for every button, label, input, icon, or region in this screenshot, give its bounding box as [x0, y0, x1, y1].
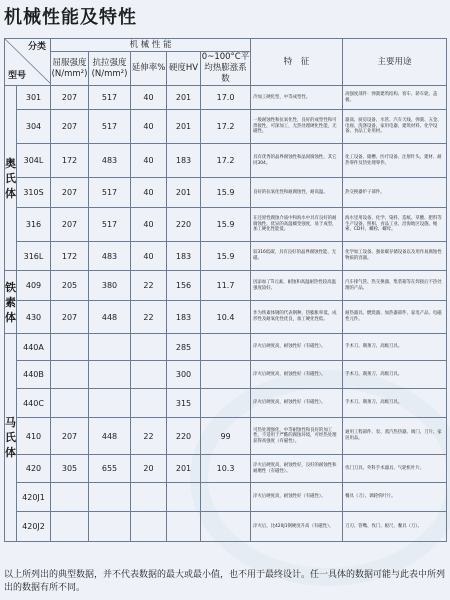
- grade-cell: 440B: [17, 361, 51, 389]
- yield-cell: 207: [51, 418, 89, 455]
- tensile-cell: 380: [89, 271, 131, 301]
- grade-cell: 316L: [17, 242, 51, 271]
- feature-cell: 良好的抗氧化性和耐腐蚀性，耐高温。: [251, 178, 343, 208]
- table-row: [5, 361, 447, 389]
- table-row: [5, 334, 447, 361]
- use-cell: 手术刀、剃须刀、高级刀具。: [343, 334, 447, 361]
- category-cell-austenitic: 奥氏体: [5, 86, 17, 271]
- use-cell: 手术刀、剃须刀、高级刀具。: [343, 361, 447, 389]
- grade-cell: 316: [17, 208, 51, 242]
- feature-cell: 冷加工硬化型，中等成型性。: [251, 86, 343, 110]
- tensile-cell: [89, 361, 131, 389]
- yield-cell: [51, 389, 89, 418]
- grade-cell: 304L: [17, 144, 51, 178]
- expansion-cell: 11.7: [201, 271, 251, 301]
- category-cell-ferritic: 铁素体: [5, 271, 17, 334]
- grade-cell: 301: [17, 86, 51, 110]
- expansion-cell: 17.2: [201, 144, 251, 178]
- use-cell: 通用工程部件、泵、蒸汽热热器、阀门、刀片、家居用品。: [343, 418, 447, 455]
- use-cell: 耐热器具、燃烧器、加热器部件、家电产品、电磁性元件。: [343, 301, 447, 334]
- yield-cell: 207: [51, 110, 89, 144]
- elongation-cell: [131, 483, 167, 512]
- expansion-cell: [201, 483, 251, 512]
- grade-cell: 310S: [17, 178, 51, 208]
- use-cell: 餐具（刀）、调轮机叶片。: [343, 483, 447, 512]
- use-cell: 器皿、厨房设备、水管、汽车天线、弹簧、五金、电视、洗涤设备、家用电器、建筑材料、化学设备、食品工业用材。: [343, 110, 447, 144]
- yield-cell: [51, 512, 89, 542]
- elongation-cell: 20: [131, 455, 167, 483]
- yield-cell: [51, 483, 89, 512]
- feature-cell: 在还原性腐蚀介质中和海水中具有良好的耐腐蚀性，优异的高温蠕变强度，易于成型，加工硬化性能低。: [251, 208, 343, 242]
- tensile-cell: [89, 334, 131, 361]
- table-row: [5, 483, 447, 512]
- expansion-cell: [201, 361, 251, 389]
- table-row: [5, 144, 447, 178]
- elongation-cell: 40: [131, 86, 167, 110]
- grade-cell: 410: [17, 418, 51, 455]
- yield-cell: 205: [51, 271, 89, 301]
- grade-cell: 440C: [17, 389, 51, 418]
- elongation-cell: 40: [131, 110, 167, 144]
- feature-cell: 可热处理强化，中等耐蚀性和良好的加工性，不适用于严酷的腐蚀环境，可经热处理获得高强度（有磁性）。: [251, 418, 343, 455]
- expansion-cell: 10.4: [201, 301, 251, 334]
- yield-cell: [51, 361, 89, 389]
- tensile-cell: 517: [89, 110, 131, 144]
- elongation-cell: 40: [131, 144, 167, 178]
- table-row: [5, 178, 447, 208]
- use-cell: 海水里用设备、化学、染料、造纸、草酸、肥料等生产设备、照相、食品工业、沿海地区设施、绳索、CD杆、螺栓、螺母。: [343, 208, 447, 242]
- expansion-cell: [201, 389, 251, 418]
- hardness-cell: 183: [167, 144, 201, 178]
- features-header: 特 征: [251, 39, 343, 86]
- grade-cell: 409: [17, 271, 51, 301]
- tensile-cell: [89, 389, 131, 418]
- yield-cell: 207: [51, 178, 89, 208]
- elongation-cell: [131, 512, 167, 542]
- feature-cell: 淬火后硬度高，耐蚀性好（有磁性）。: [251, 483, 343, 512]
- yield-cell: 207: [51, 301, 89, 334]
- table-row: [5, 271, 447, 301]
- elongation-cell: 22: [131, 271, 167, 301]
- use-cell: 高强度部件：弹簧建筑结构、客车、轿车轮、盖板。: [343, 86, 447, 110]
- feature-cell: 具有优秀的晶界腐蚀性和晶间腐蚀性，其它同304。: [251, 144, 343, 178]
- expansion-header: 0~100°C平均热膨涨系数: [201, 52, 250, 84]
- expansion-cell: 17.0: [201, 86, 251, 110]
- yield-cell: 207: [51, 208, 89, 242]
- hardness-cell: 201: [167, 86, 201, 110]
- feature-cell: 淬火后硬度高，耐蚀性好（有磁性）。: [251, 334, 343, 361]
- use-cell: 汽车排气管、热交换器、集装箱等在焊接后不热处理的产品。: [343, 271, 447, 301]
- mech-group-header: 机 械 性 能: [51, 39, 251, 52]
- grade-cell: 420J1: [17, 483, 51, 512]
- use-cell: 化学加工设备、强盐碳存储设备以及用作易腐蚀性物质的容器。: [343, 242, 447, 271]
- tensile-cell: 517: [89, 208, 131, 242]
- grade-cell: 430: [17, 301, 51, 334]
- yield-cell: 172: [51, 144, 89, 178]
- elongation-header: 延伸率%: [131, 52, 167, 86]
- corner-header: [5, 39, 51, 86]
- tensile-cell: [89, 483, 131, 512]
- expansion-cell: 15.9: [201, 178, 251, 208]
- table-row: [5, 512, 447, 542]
- feature-cell: 作为铁素体钢的代表钢种，热膨胀率低，成形性及耐氧化性优良，加工硬化性低。: [251, 301, 343, 334]
- table-row: [5, 208, 447, 242]
- table-row: [5, 242, 447, 271]
- expansion-cell: [201, 512, 251, 542]
- hardness-cell: 183: [167, 242, 201, 271]
- hardness-cell: [167, 512, 201, 542]
- page-title: 机械性能及特性: [4, 7, 137, 28]
- expansion-cell: [201, 334, 251, 361]
- elongation-cell: 40: [131, 242, 167, 271]
- tensile-cell: 483: [89, 144, 131, 178]
- yield-cell: 305: [51, 455, 89, 483]
- tensile-cell: 517: [89, 86, 131, 110]
- yield-header: 屈服强度(N/mm²): [51, 52, 89, 86]
- grade-cell: 304: [17, 110, 51, 144]
- hardness-cell: 201: [167, 178, 201, 208]
- use-cell: 手术刀、剃须刀、高级刀具。: [343, 389, 447, 418]
- tensile-cell: [89, 512, 131, 542]
- use-cell: 热交换器炉子部件。: [343, 178, 447, 208]
- elongation-cell: [131, 389, 167, 418]
- feature-cell: 较316低碳，具有良好的晶界腐蚀性能、无磁。: [251, 242, 343, 271]
- properties-table: [4, 38, 447, 542]
- category-cell-martensitic: 马氏体: [5, 334, 17, 542]
- elongation-cell: 40: [131, 178, 167, 208]
- table-row: [5, 455, 447, 483]
- elongation-cell: 22: [131, 301, 167, 334]
- hardness-cell: 201: [167, 455, 201, 483]
- yield-cell: 207: [51, 86, 89, 110]
- grade-cell: 440A: [17, 334, 51, 361]
- use-cell: 化工设备、储槽、医疗设备、注射针头、建材、耐热零件及热处理零件。: [343, 144, 447, 178]
- expansion-cell: 10.3: [201, 455, 251, 483]
- feature-cell: 一般耐蚀性和抗氧化性，良好的成型性和可焊接性，可深加工，无热处理硬化性能，无磁性。: [251, 110, 343, 144]
- elongation-cell: 40: [131, 208, 167, 242]
- hardness-cell: 201: [167, 110, 201, 144]
- grade-header: 型号: [8, 71, 27, 81]
- uses-header: 主要用途: [343, 39, 447, 86]
- use-cell: 伐门刀具、外科手术器具、气轮机叶片。: [343, 455, 447, 483]
- tensile-cell: 448: [89, 301, 131, 334]
- feature-cell: 淬火后硬度高，耐蚀性好，良好的耐蚀性和耐磨性（有磁性）。: [251, 455, 343, 483]
- hardness-cell: 183: [167, 301, 201, 334]
- feature-cell: 淬火后硬度高，耐蚀性好（有磁性）。: [251, 361, 343, 389]
- yield-cell: 172: [51, 242, 89, 271]
- elongation-cell: [131, 334, 167, 361]
- footnote: 以上所列出的典型数据，并不代表数据的最大或最小值，也不用于最终设计。任一具体的数据可能与此表中所列出的数据有所不同。: [4, 570, 446, 593]
- table-row: [5, 418, 447, 455]
- hardness-cell: 315: [167, 389, 201, 418]
- tensile-cell: 483: [89, 242, 131, 271]
- tensile-cell: 517: [89, 178, 131, 208]
- hardness-cell: [167, 483, 201, 512]
- feature-cell: 因添加了Ti元素，耐蚀和高温耐热性较高温强度较好。: [251, 271, 343, 301]
- table-row: [5, 389, 447, 418]
- yield-cell: [51, 334, 89, 361]
- table-row: [5, 301, 447, 334]
- expansion-cell: 15.9: [201, 208, 251, 242]
- hardness-cell: 220: [167, 208, 201, 242]
- hardness-cell: 285: [167, 334, 201, 361]
- use-cell: 刀刃、管嘴、伐门、板尺、餐具（刀）。: [343, 512, 447, 542]
- table-row: [5, 86, 447, 110]
- category-header: 分类: [27, 42, 46, 52]
- tensile-cell: 448: [89, 418, 131, 455]
- expansion-cell: 17.2: [201, 110, 251, 144]
- expansion-cell: 15.9: [201, 242, 251, 271]
- feature-cell: 淬火后，比420J1钢硬度升高（有磁性）。: [251, 512, 343, 542]
- feature-cell: 淬火后硬度高，耐蚀性好（有磁性）。: [251, 389, 343, 418]
- elongation-cell: [131, 361, 167, 389]
- expansion-cell: 99: [201, 418, 251, 455]
- elongation-cell: 22: [131, 418, 167, 455]
- tensile-header: 抗拉强度(N/mm²): [89, 52, 131, 86]
- hardness-header: 硬度HV: [167, 52, 201, 86]
- hardness-cell: 220: [167, 418, 201, 455]
- hardness-cell: 156: [167, 271, 201, 301]
- grade-cell: 420J2: [17, 512, 51, 542]
- tensile-cell: 655: [89, 455, 131, 483]
- hardness-cell: 300: [167, 361, 201, 389]
- grade-cell: 420: [17, 455, 51, 483]
- table-row: [5, 110, 447, 144]
